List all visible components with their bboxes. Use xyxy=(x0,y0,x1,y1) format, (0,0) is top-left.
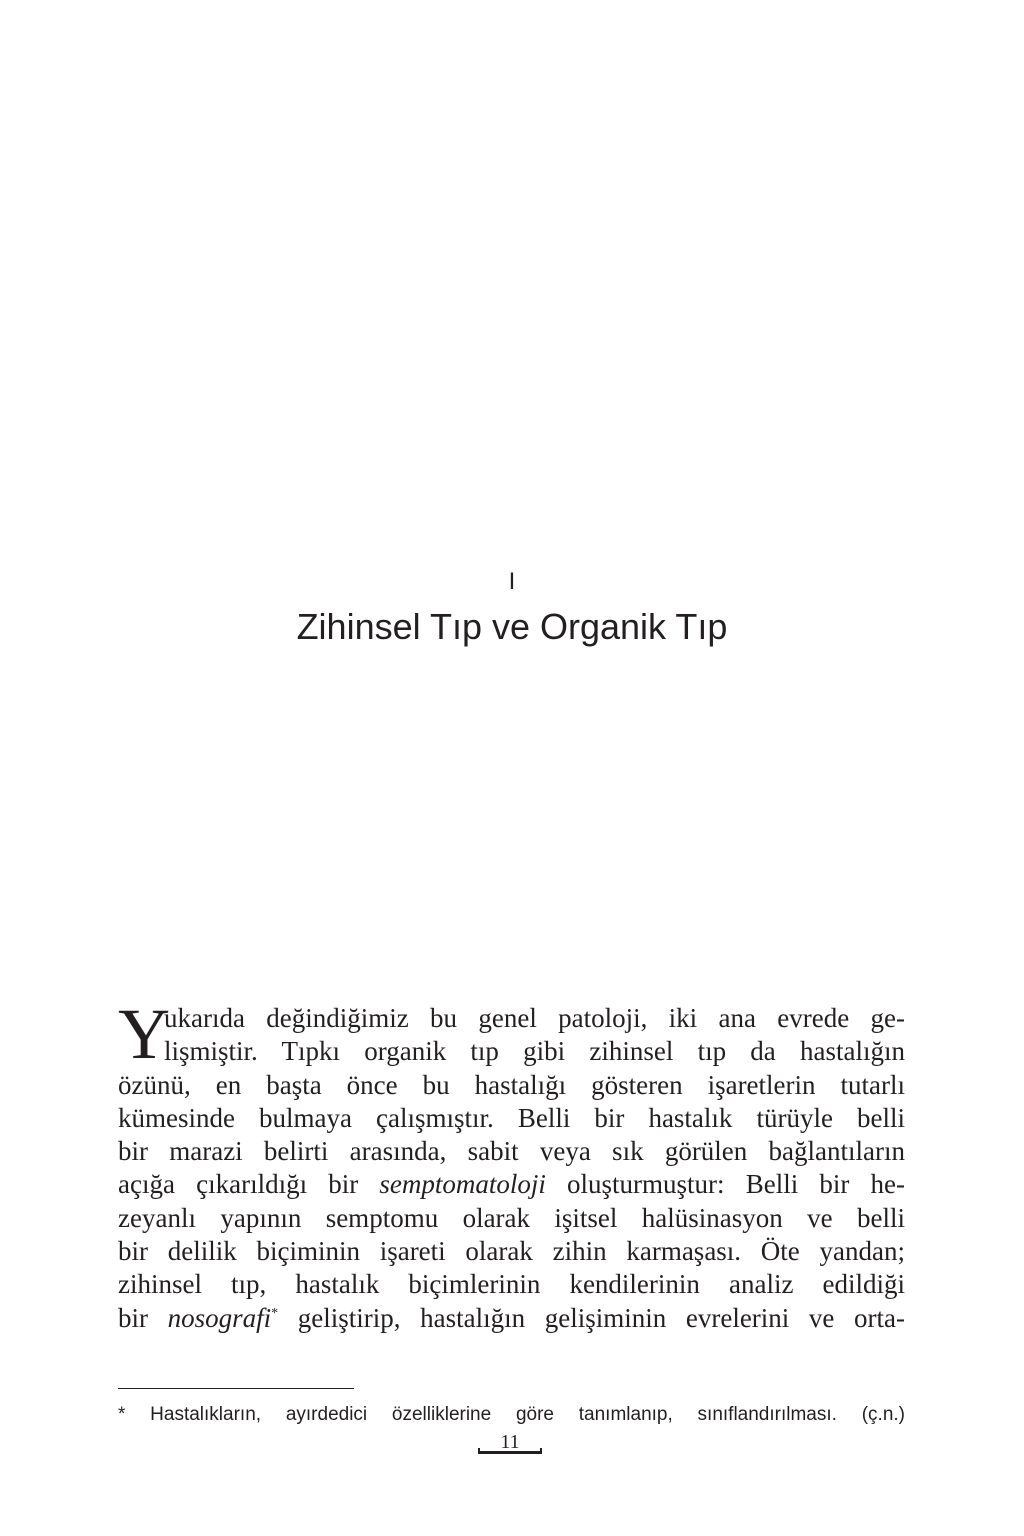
text-line: bir nosografi* geliştirip, hastalığın gelişiminin evrelerini ve orta- xyxy=(118,1302,905,1333)
page-number-bracket xyxy=(478,1448,542,1454)
chapter-number: I xyxy=(508,568,516,595)
text-line: bir marazi belirti arasında, sabit veya sık görülen bağlantıların xyxy=(118,1136,905,1167)
drop-cap: Y xyxy=(118,994,170,1074)
chapter-title: Zihinsel Tıp ve Organik Tıp xyxy=(296,606,728,647)
text-line: bir delilik biçiminin işareti olarak zihin karmaşası. Öte yandan; xyxy=(118,1236,905,1267)
footnote: * Hastalıkların, ayırdedici özelliklerine göre tanımlanıp, sınıflandırılması. (ç.n.) xyxy=(118,1404,905,1425)
footnote-marker: * xyxy=(271,1305,279,1321)
text-line: zihinsel tıp, hastalık biçimlerinin kendilerinin analiz edildiği xyxy=(118,1269,905,1300)
text-line: ukarıda değindiğimiz bu genel patoloji, iki ana evrede ge- xyxy=(164,1003,905,1033)
footnote-divider xyxy=(118,1388,354,1389)
page-number: 11 xyxy=(500,1431,520,1453)
page-number-block xyxy=(472,1430,548,1460)
text-line: kümesinde bulmaya çalışmıştır. Belli bir hastalık türüyle belli xyxy=(118,1102,905,1133)
text-line: özünü, en başta önce bu hastalığı gösteren işaretlerin tutarlı xyxy=(118,1069,905,1100)
text-line: lişmiştir. Tıpkı organik tıp gibi zihinsel tıp da hastalığın xyxy=(164,1036,905,1067)
italic-term: semptomatoloji xyxy=(379,1169,546,1200)
italic-term: nosografi xyxy=(167,1302,272,1333)
text-line: açığa çıkarıldığı bir semptomatoloji oluşturmuştur: Belli bir he- xyxy=(118,1169,905,1200)
body-paragraph xyxy=(118,994,905,1335)
text-line: zeyanlı yapının semptomu olarak işitsel halüsinasyon ve belli xyxy=(118,1202,905,1233)
